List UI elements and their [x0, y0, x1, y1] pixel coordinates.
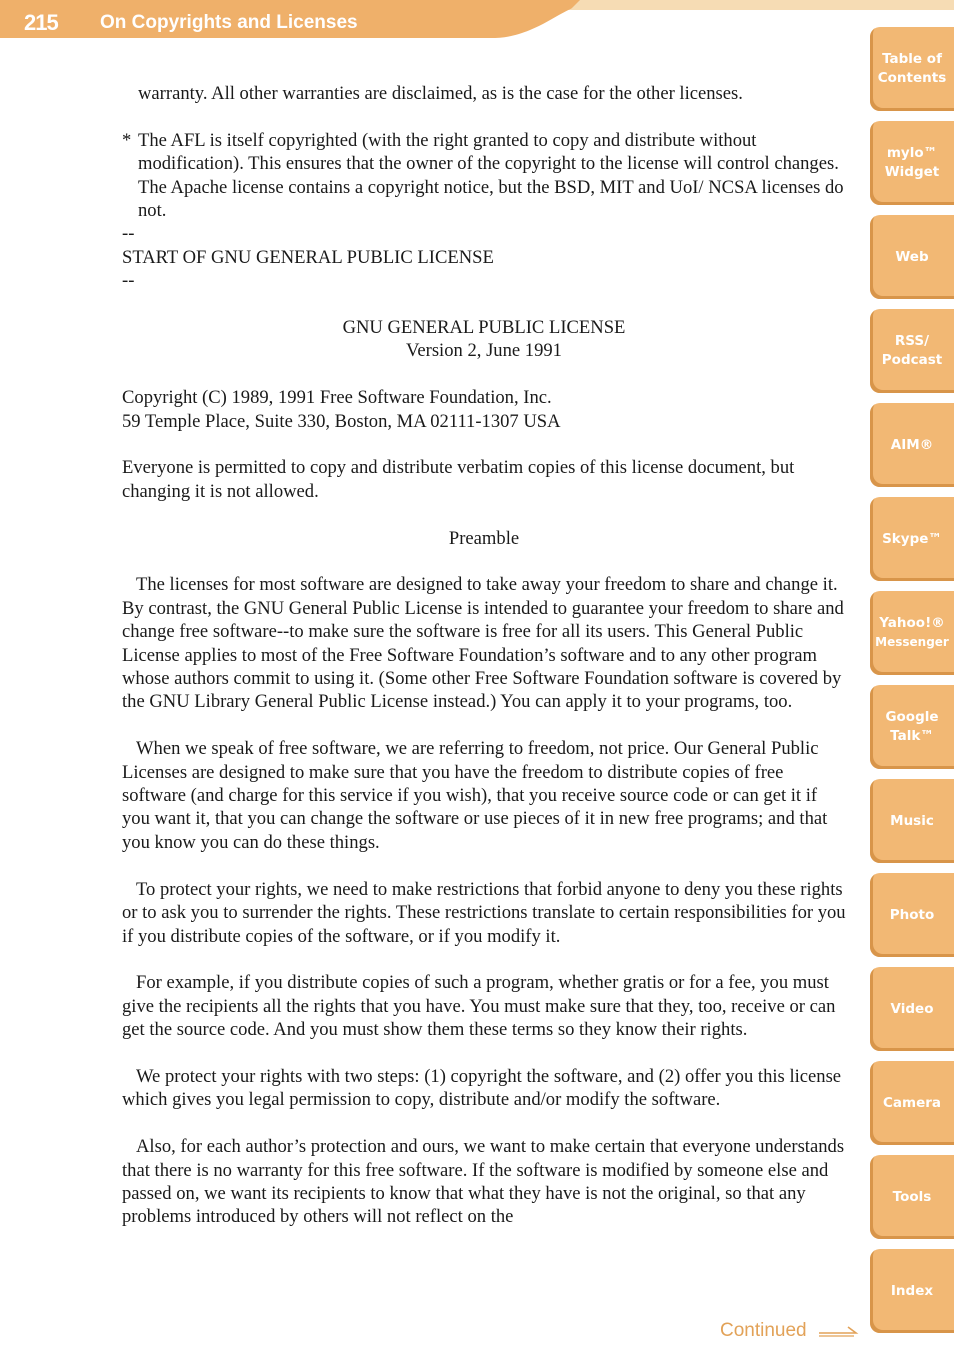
- separator: --: [122, 223, 135, 245]
- preamble-paragraph: Also, for each author’s protection and ours, we want to make certain that everyone understands that there is no warranty for this free software. If the software is modified by someone else and passed on, we want its recipients to know that what they have is not the original, so that any problems introduced by others will not reflect on the: [122, 1136, 845, 1228]
- tab-label-line2: Talk™: [890, 728, 934, 744]
- sidebar-tab-index[interactable]: [870, 1249, 954, 1333]
- sidebar-tab-yahoo-messenger[interactable]: [870, 591, 954, 675]
- bullet-text: The AFL is itself copyrighted (with the right granted to copy and distribute without modification). This ensures that the owner of the copyright to the license will control changes. The Apache license contains a copyright notice, but the BSD, MIT and UoI/ NCSA licenses do not.: [138, 129, 844, 222]
- sidebar-tab-rss-podcast[interactable]: [870, 309, 954, 393]
- copyright-line: Copyright (C) 1989, 1991 Free Software Foundation, Inc.: [122, 387, 552, 409]
- sidebar-tab-google-talk[interactable]: [870, 685, 954, 769]
- tab-label-line1: Index: [890, 1282, 934, 1299]
- tab-label-line1: Google: [885, 709, 939, 725]
- sidebar-tab-video[interactable]: [870, 967, 954, 1051]
- separator: --: [122, 270, 135, 292]
- tab-label-line1: Table of: [882, 51, 942, 67]
- preamble-paragraph: For example, if you distribute copies of such a program, whether gratis or for a fee, you must give the recipients all the rights that you have. You must make sure that they, too, receive or can get the source code. And you must show them these terms so they know their rights.: [122, 972, 836, 1041]
- sidebar-tab-music[interactable]: [870, 779, 954, 863]
- sidebar-tab-web[interactable]: [870, 215, 954, 299]
- sidebar-tab-mylo-widget[interactable]: [870, 121, 954, 205]
- preamble-paragraph: To protect your rights, we need to make restrictions that forbid anyone to deny you these rights or to ask you to surrender the rights. These restrictions translate to certain responsibilities for you if you distribute copies of the software, or if you modify it.: [122, 878, 846, 947]
- sidebar-tab-aim[interactable]: [870, 403, 954, 487]
- page-number: 215: [24, 10, 58, 35]
- tab-label-line1: Photo: [889, 906, 935, 923]
- tab-label-line2: Contents: [877, 70, 947, 86]
- tab-label-line1: Yahoo!®: [879, 615, 945, 631]
- tab-label-line1: Camera: [882, 1094, 941, 1111]
- gpl-version: Version 2, June 1991: [406, 340, 562, 362]
- sidebar-tab-camera[interactable]: [870, 1061, 954, 1145]
- section-title: On Copyrights and Licenses: [100, 12, 358, 33]
- tab-label-line1: AIM®: [890, 436, 934, 453]
- document-body: [122, 82, 846, 1229]
- tab-label-line1: Web: [895, 248, 929, 265]
- tab-label-line1: RSS/: [894, 333, 930, 349]
- address-line: 59 Temple Place, Suite 330, Boston, MA 02111-1307 USA: [122, 410, 561, 432]
- preamble-paragraph: We protect your rights with two steps: (1) copyright the software, and (2) offer you this license which gives you legal permission to copy, distribute and/or modify the software.: [122, 1065, 842, 1111]
- tab-label-line2: Widget: [884, 164, 940, 180]
- bullet-marker: *: [122, 129, 132, 151]
- sidebar-tab-skype[interactable]: [870, 497, 954, 581]
- sidebar-tab-table-of-contents[interactable]: [870, 27, 954, 111]
- sidebar-tab-photo[interactable]: [870, 873, 954, 957]
- preamble-paragraph: The licenses for most software are designed to take away your freedom to share and change it. By contrast, the GNU General Public License is intended to guarantee your freedom to share and change free software--to make sure the software is free for all its users. This General Public License applies to most of the Free Software Foundation’s software and to any other program whose authors commit to using it. (Some other Free Software Foundation software is covered by the GNU Library General Public License instead.) You can apply it to your programs, too.: [122, 574, 844, 713]
- tab-label-line1: Tools: [892, 1188, 932, 1205]
- tab-label-line1: Video: [890, 1000, 934, 1017]
- permission-paragraph: Everyone is permitted to copy and distribute verbatim copies of this license document, but changing it is not allowed.: [122, 457, 795, 502]
- tab-label-line1: Skype™: [882, 530, 942, 547]
- gpl-start-heading: START OF GNU GENERAL PUBLIC LICENSE: [122, 246, 494, 268]
- gpl-title: GNU GENERAL PUBLIC LICENSE: [342, 317, 626, 339]
- tab-label-line1: Music: [890, 812, 934, 829]
- tab-label-line1: mylo™: [886, 145, 938, 161]
- continued-link[interactable]: Continued: [720, 1320, 807, 1341]
- body-line: warranty. All other warranties are disclaimed, as is the case for the other licenses.: [138, 83, 743, 104]
- continued-arrow-icon[interactable]: [818, 1324, 860, 1338]
- preamble-title: Preamble: [448, 527, 520, 549]
- sidebar-tab-tools[interactable]: [870, 1155, 954, 1239]
- preamble-paragraph: When we speak of free software, we are referring to freedom, not price. Our General Public Licenses are designed to make sure that you have the freedom to distribute copies of free software (and charge for this service if you wish), that you receive source code or can get it if you want it, that you can change the software or use pieces of it in new free programs; and that you know you can do these things.: [122, 738, 828, 853]
- bullet-item: [122, 129, 846, 223]
- tab-label-line2: Messenger: [875, 635, 949, 649]
- tab-label-line2: Podcast: [881, 352, 943, 368]
